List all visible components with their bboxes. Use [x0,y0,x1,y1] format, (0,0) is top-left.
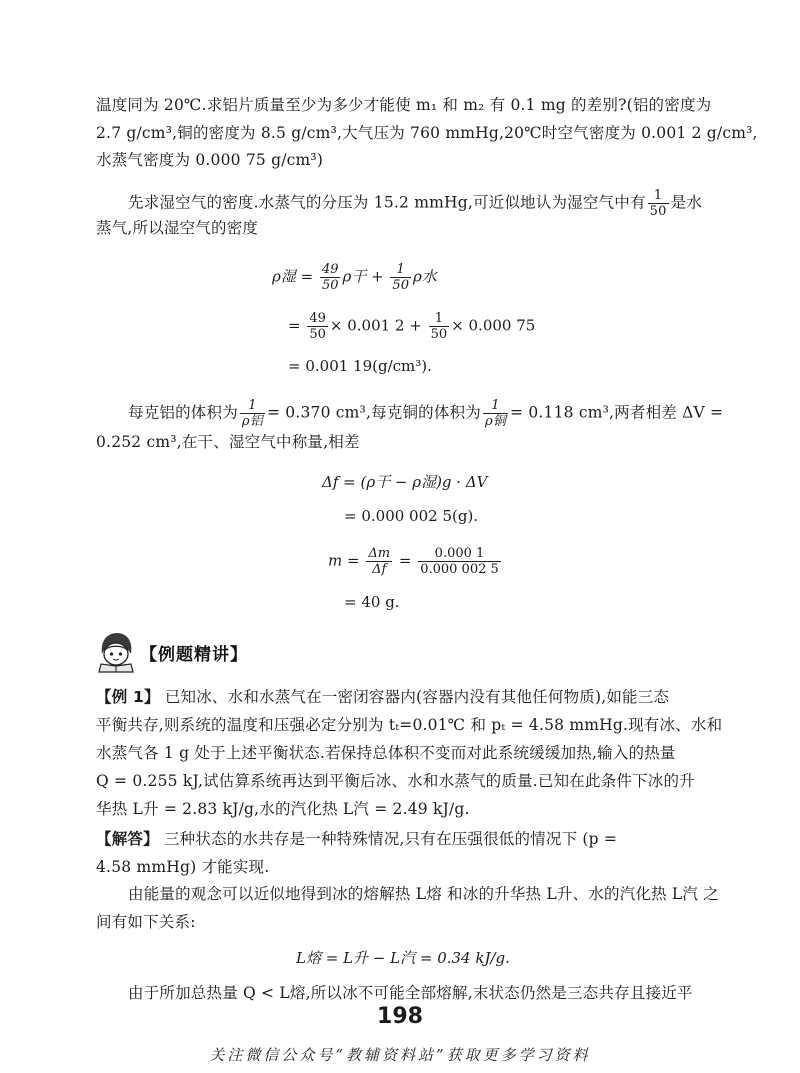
equation-latent-heat: L熔 = L升 − L汽 = 0.34 kJ/g. [296,949,510,967]
equation-mass [328,546,503,577]
fraction-numerator: 0.000 1 [418,546,501,562]
fraction [418,546,501,577]
example-text-line: 水蒸气各 1 g 处于上述平衡状态.若保持总体积不变而对此系统缓缓加热,输入的热量 [96,744,676,762]
section-title: 【例题精讲】 [140,644,248,665]
solution-text-line [128,398,723,429]
problem-text-line: 温度同为 20℃.求铝片质量至少为多少才能使 m₁ 和 m₂ 有 0.1 mg 的差别?(铝的密度为 [96,96,712,114]
fraction-denominator: 50 [649,204,667,219]
fraction-numerator: 49 [321,262,339,277]
equation-wet-air-density [272,262,437,293]
fraction [648,188,669,219]
reading-student-icon [96,630,136,674]
fraction-denominator: 50 [309,327,326,342]
answer-text-line: 由于所加总热量 Q < L熔,所以冰不可能全部熔解,末状态仍然是三态共存且接近平 [128,984,693,1002]
equation-row: = 0.000 002 5(g). [344,507,479,525]
fraction-denominator: Δf [372,562,387,577]
fraction-numerator: 1 [240,398,265,414]
example-label: 【例 1】 [96,688,160,706]
fraction [320,262,341,293]
fraction-denominator: 50 [321,278,339,293]
section-heading [96,630,248,674]
solution-text-line: 0.252 cm³,在干、湿空气中称量,相差 [96,433,360,451]
equation-term: ρ湿 = [272,267,314,286]
text-span: = 0.370 cm³,每克铜的体积为 [266,403,481,422]
equation-row: = 0.001 19(g/cm³). [288,357,432,375]
equation-row: = 40 g. [344,593,400,611]
fraction-denominator: 50 [430,327,448,342]
fraction [390,262,411,293]
answer-label: 【解答】 [96,830,159,848]
fraction-numerator: 1 [648,188,669,204]
text-span: 每克铝的体积为 [128,403,238,422]
fraction-numerator: Δm [368,546,391,561]
solution-text-line [128,188,702,219]
fraction [307,311,328,342]
equation-term: × 0.001 2 + [329,316,422,335]
example-text-line: 平衡共存,则系统的温度和压强必定分别为 tₜ=0.01℃ 和 pₜ = 4.58 mmHg.现有冰、水和 [96,716,723,734]
text-span: 三种状态的水共存是一种特殊情况,只有在压强很低的情况下 (p = [163,830,618,848]
text-span: = 0.118 cm³,两者相差 ΔV = [510,403,724,422]
problem-text-line: 2.7 g/cm³,铜的密度为 8.5 g/cm³,大气压为 760 mmHg,20℃时空气密度为 0.001 2 g/cm³, [96,124,758,142]
footer-note: 关注微信公众号“教辅资料站”获取更多学习资料 [209,1046,591,1064]
fraction [483,398,508,429]
fraction-denominator: 0.000 002 5 [420,562,499,577]
fraction-numerator: 1 [429,311,450,327]
fraction-denominator: 50 [392,278,409,293]
equation-force-difference: Δf = (ρ干 − ρ湿)g · ΔV [322,473,488,491]
answer-text-line: 4.58 mmHg) 才能实现. [96,858,270,876]
fraction-denominator: ρ铜 [485,414,507,429]
equation-term: = [398,551,412,570]
fraction-denominator: ρ铝 [241,414,263,429]
fraction [429,311,450,342]
page-number: 198 [377,1004,423,1029]
answer-text-line [96,829,617,849]
solution-text-line: 蒸气,所以湿空气的密度 [96,219,259,237]
equation-row [288,311,535,342]
equation-term: m = [328,551,360,570]
answer-text-line: 由能量的观念可以近似地得到冰的熔解热 L熔 和冰的升华热 L升、水的汽化热 L汽 之 [128,885,719,903]
text-span: 先求湿空气的密度.水蒸气的分压为 15.2 mmHg,可近似地认为湿空气中有 [128,193,646,212]
fraction [240,398,265,429]
problem-text-line: 水蒸气密度为 0.000 75 g/cm³) [96,151,324,169]
example-text-line: Q = 0.255 kJ,试估算系统再达到平衡后冰、水和水蒸气的质量.已知在此条件下冰的升 [96,772,695,790]
equation-term: × 0.000 75 [451,316,536,335]
equation-term: = [288,316,301,335]
fraction-numerator: 1 [483,398,508,414]
example-text-line: 华热 L升 = 2.83 kJ/g,水的汽化热 L汽 = 2.49 kJ/g. [96,800,470,818]
text-span: 是水 [670,193,703,212]
fraction [366,546,392,577]
example-text-line [96,687,669,707]
text-span: 已知冰、水和水蒸气在一密闭容器内(容器内没有其他任何物质),如能三态 [164,688,670,706]
equation-term: ρ水 [412,267,437,286]
answer-text-line: 间有如下关系: [96,913,196,931]
equation-term: ρ干 + [342,267,384,286]
fraction-numerator: 1 [390,262,411,278]
fraction-numerator: 49 [309,311,326,326]
